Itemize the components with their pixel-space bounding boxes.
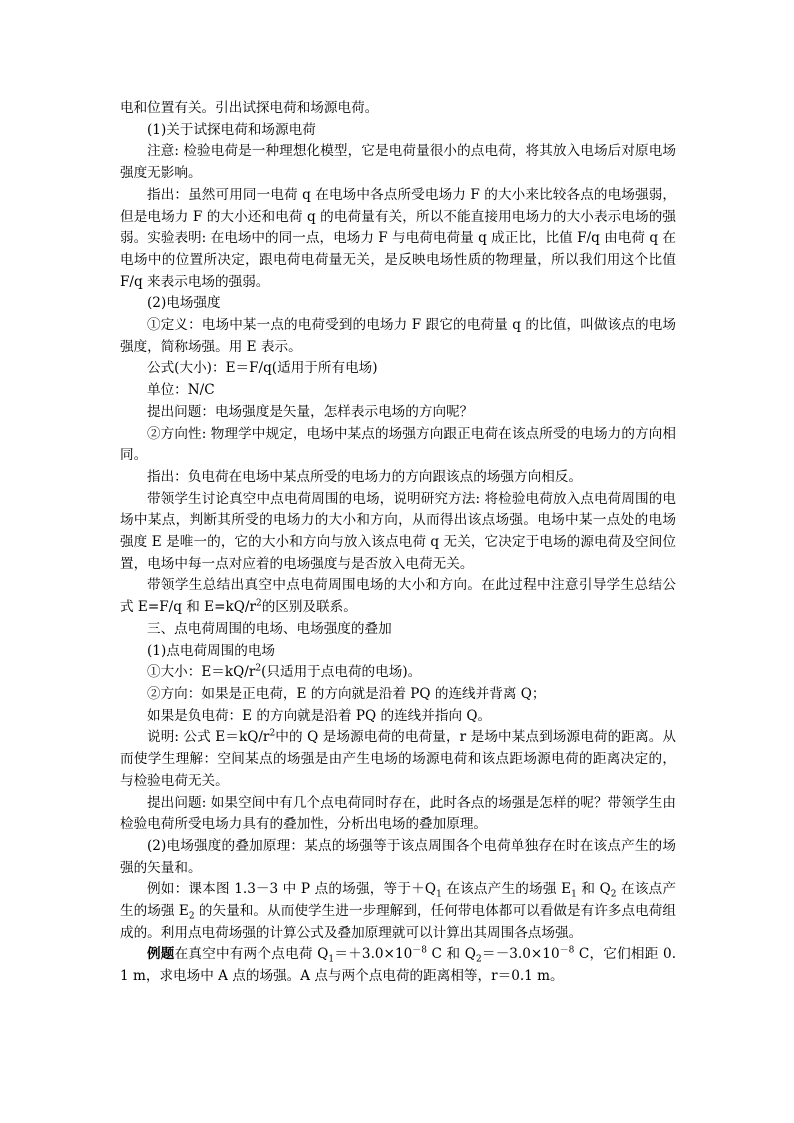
text-span: 例如：课本图 1.3－3 中 P 点的场强，等于＋Q: [147, 881, 437, 898]
paragraph: [120, 727, 676, 792]
paragraph: [120, 380, 676, 402]
text-span: (1)点电荷周围的电场: [147, 642, 276, 659]
text-span: 在该点产生的场强 E: [120, 881, 676, 920]
paragraph: [120, 402, 676, 424]
text-span: 注意: 检验电荷是一种理想化模型，它是电荷量很小的点电荷，将其放入电场后对原电场强度无影响。: [120, 143, 676, 182]
superscript: －8: [559, 945, 575, 956]
text-span: ①大小：E＝kQ/r: [147, 664, 256, 681]
paragraph: [120, 185, 676, 294]
paragraph: [120, 662, 676, 684]
paragraph: [120, 120, 676, 142]
paragraph: [120, 879, 676, 944]
bold-text: 例题: [147, 946, 175, 963]
text-span: 如果是负电荷：E 的方向就是沿着 PQ 的连线并指向 Q。: [147, 707, 492, 724]
text-span: 在真空中有两个点电荷 Q: [174, 946, 329, 963]
paragraph: [120, 944, 676, 987]
paragraph: [120, 641, 676, 663]
text-span: 指出：虽然可用同一电荷 q 在电场中各点所受电场力 F 的大小来比较各点的电场强弱，但是电场力 F 的大小还和电荷 q 的电荷量有关，所以不能直接用电场力的大小表示电场的强弱。实验表明: 在电场中的同一点，电场力 F 与电荷电荷量 q 成正比，比值 F/q 由电荷 q 在电场中的位置所决定，跟电荷电荷量无关，是反映电场性质的物理量，所以我们用这个比值 F/q 来表示电场的强弱。: [120, 186, 676, 290]
text-span: ②方向：如果是正电荷，E 的方向就是沿着 PQ 的连线并背离 Q；: [147, 685, 546, 702]
paragraph: [120, 293, 676, 315]
text-span: 单位：N/C: [147, 382, 215, 399]
text-span: C，它们相距 0.1 m，求电场中 A 点的场强。A 点与两个点电荷的距离相等，r＝0.1 m。: [120, 946, 677, 985]
text-span: 带领学生讨论真空中点电荷周围的电场，说明研究方法: 将检验电荷放入点电荷周围的电场中某点，判断其所受的电场力的大小和方向，从而得出该点场强。电场中某一点处的电场强度 E 是唯一的，它的大小和方向与放入该点电荷 q 无关，它决定于电场的源电荷及空间位置，电场中每一点对应着的电场强度与是否放入电荷无关。: [120, 490, 676, 572]
paragraph: [120, 489, 676, 576]
superscript: 2: [255, 663, 262, 674]
text-span: ①定义：电场中某一点的电荷受到的电场力 F 跟它的电荷量 q 的比值，叫做该点的电场强度，简称场强。用 E 表示。: [120, 317, 676, 355]
text-span: (只适用于点电荷的电场)。: [261, 664, 422, 681]
paragraph: [120, 836, 676, 879]
text-span: 提出问题: 如果空间中有几个点电荷同时存在，此时各点的场强是怎样的呢？带领学生由检验电荷所受电场力具有的叠加性，分析出电场的叠加原理。: [120, 794, 676, 833]
text-span: 提出问题：电场强度是矢量，怎样表示电场的方向呢？: [147, 403, 474, 420]
text-span: 中的 Q 是场源电荷的电荷量，r 是场中某点到场源电荷的距离。从而使学生理解：空间某点的场强是由产生电场的场源电荷和该点距场源电荷的距离决定的，与检验电荷无关。: [120, 729, 677, 789]
text-span: 的矢量和。从而使学生进一步理解到，任何带电体都可以看做是有许多点电荷组成的。利用点电荷场强的计算公式及叠加原理就可以计算出其周围各点场强。: [120, 903, 676, 941]
document-body: [120, 98, 676, 988]
text-span: 的区别及联系。: [261, 599, 357, 616]
text-span: (2)电场强度的叠加原理：某点的场强等于该点周围各个电荷单独存在时在该点产生的场强的矢量和。: [120, 837, 676, 876]
subscript: 1: [571, 890, 577, 901]
text-span: 带领学生总结出真空中点电荷周围电场的大小和方向。在此过程中注意引导学生总结公式 E=F/q 和 E=kQ/r: [120, 577, 676, 616]
superscript: －8: [412, 945, 427, 956]
text-span: 公式(大小)：E＝F/q(适用于所有电场): [147, 360, 378, 377]
subscript: 2: [188, 911, 195, 922]
paragraph: [120, 98, 676, 120]
subscript: 2: [475, 955, 482, 966]
paragraph: [120, 619, 676, 641]
paragraph: [120, 424, 676, 467]
subscript: 1: [436, 890, 442, 901]
text-span: C 和 Q: [426, 946, 476, 963]
paragraph: [120, 684, 676, 706]
superscript: 2: [255, 598, 262, 609]
subscript: 2: [610, 890, 617, 901]
text-span: 三、点电荷周围的电场、电场强度的叠加: [147, 620, 392, 637]
superscript: 2: [269, 728, 276, 739]
text-span: ＝＋3.0×10: [334, 946, 413, 963]
paragraph: [120, 315, 676, 358]
paragraph: [120, 575, 676, 618]
text-span: 说明: 公式 E＝kQ/r: [147, 729, 270, 746]
text-span: ②方向性: 物理学中规定，电场中某点的场强方向跟正电荷在该点所受的电场力的方向相同。: [120, 425, 676, 464]
text-span: (2)电场强度: [147, 295, 221, 312]
text-span: 电和位置有关。引出试探电荷和场源电荷。: [120, 100, 379, 116]
paragraph: [120, 793, 676, 836]
subscript: 1: [328, 955, 335, 966]
text-span: 指出：负电荷在电场中某点所受的电场力的方向跟该点的场强方向相反。: [147, 468, 582, 485]
text-span: 在该点产生的场强 E: [441, 881, 572, 898]
paragraph: [120, 467, 676, 489]
text-span: 和 Q: [576, 881, 611, 898]
paragraph: [120, 706, 676, 728]
text-span: (1)关于试探电荷和场源电荷: [147, 121, 316, 138]
paragraph: [120, 358, 676, 380]
text-span: ＝－3.0×10: [481, 946, 560, 963]
paragraph: [120, 141, 676, 184]
